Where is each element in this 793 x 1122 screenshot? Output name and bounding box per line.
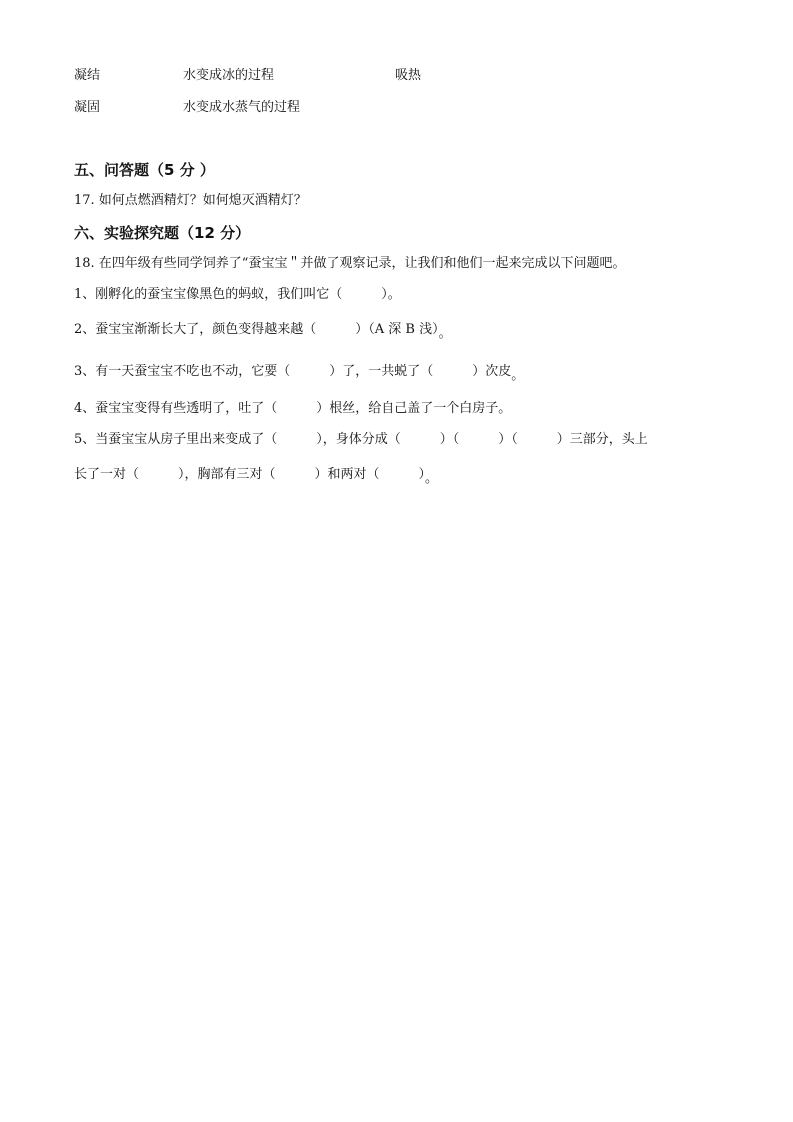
section6-heading: 六、实验探究题（12 分） xyxy=(74,224,251,242)
section5-heading: 五、问答题（5 分 ） xyxy=(74,161,215,179)
question-17: 17. 如何点燃酒精灯？如何熄灭酒精灯？ xyxy=(74,193,307,208)
item-1: 1、刚孵化的蚕宝宝像黑色的蚂蚁，我们叫它（ ）。 xyxy=(74,287,401,302)
item-3-text: 3、有一天蚕宝宝不吃也不动，它要（ ）了，一共蜕了（ ）次皮 xyxy=(74,364,512,379)
match-process-2: 水变成水蒸气的过程 xyxy=(183,100,301,115)
match-process-1: 水变成冰的过程 xyxy=(183,68,275,83)
question-18: 18. 在四年级有些同学饲养了“蚕宝宝＂并做了观察记录，让我们和他们一起来完成以下问题吧。 xyxy=(74,256,626,271)
match-term-2: 凝固 xyxy=(74,100,101,115)
item-5-line2-text: 长了一对（ ），胸部有三对（ ）和两对（ ） xyxy=(74,467,426,482)
match-term-1: 凝结 xyxy=(74,68,101,83)
item-3-tail: 。 xyxy=(511,368,525,383)
item-5-line2 xyxy=(74,467,439,486)
item-5-line1: 5、当蚕宝宝从房子里出来变成了（ ），身体分成（ ）（ ）（ ）三部分，头上 xyxy=(74,432,648,447)
item-2-tail: 。 xyxy=(438,326,452,341)
item-2 xyxy=(74,322,452,341)
item-2-text: 2、蚕宝宝渐渐长大了，颜色变得越来越（ ）（A 深 B 浅） xyxy=(74,322,439,337)
item-4: 4、蚕宝宝变得有些透明了，吐了（ ）根丝，给自己盖了一个白房子。 xyxy=(74,401,512,416)
item-3 xyxy=(74,364,525,383)
item-5-tail: 。 xyxy=(425,471,439,486)
match-heat-1: 吸热 xyxy=(395,68,422,83)
